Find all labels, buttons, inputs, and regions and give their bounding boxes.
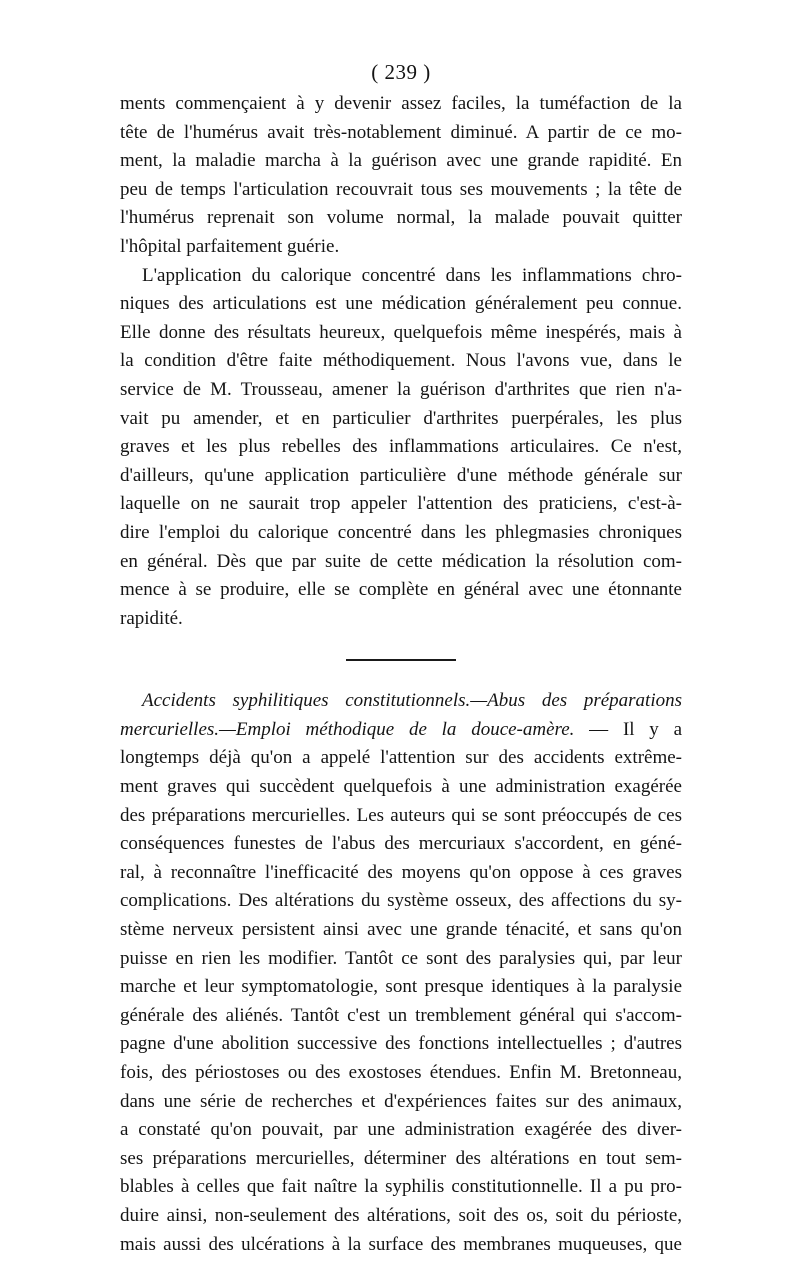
- paragraph-calorique: [120, 262, 682, 634]
- text-line: l'humérus reprenait son volume normal, la malade pouvait quitter: [120, 207, 682, 229]
- text-line: graves et les plus rebelles des inflammations articulaires. Ce n'est,: [120, 436, 682, 458]
- text-line: en général. Dès que par suite de cette médication la résolution com-: [120, 550, 682, 572]
- section-heading: Accidents syphilitiques constitutionnels.—Abus des préparations: [142, 690, 682, 712]
- text-line: mence à se produire, elle se complète en général avec une étonnante: [120, 579, 682, 601]
- text-line: conséquences funestes de l'abus des mercuriaux s'accordent, en géné-: [120, 833, 682, 855]
- text-line: niques des articulations est une médication généralement peu connue.: [120, 293, 682, 315]
- book-page: [120, 58, 682, 1259]
- section-heading-continuation: [120, 716, 682, 745]
- text-line: blables à celles que fait naître la syphilis constitutionnelle. Il a pu pro-: [120, 1176, 682, 1198]
- section-heading-rest: — Il y a: [574, 718, 682, 740]
- text-line: laquelle on ne saurait trop appeler l'attention des praticiens, c'est-à-: [120, 493, 682, 515]
- text-line: ral, à reconnaître l'inefficacité des moyens qu'on oppose à ces graves: [120, 861, 682, 883]
- text-line: rapidité.: [120, 607, 183, 629]
- text-line: mais aussi des ulcérations à la surface des membranes muqueuses, que: [120, 1233, 682, 1255]
- page-number: ( 239 ): [371, 60, 431, 84]
- text-line: l'hôpital parfaitement guérie.: [120, 235, 340, 257]
- text-line: a constaté qu'on pouvait, par une administration exagérée des diver-: [120, 1119, 682, 1141]
- text-line: ment, la maladie marcha à la guérison avec une grande rapidité. En: [120, 150, 682, 172]
- text-line: puisse en rien les modifier. Tantôt ce sont des paralysies qui, par leur: [120, 947, 682, 969]
- section-heading-italic: mercurielles.—Emploi méthodique de la douce-amère.: [120, 718, 575, 740]
- text-line: longtemps déjà qu'on a appelé l'attention sur des accidents extrême-: [120, 747, 682, 769]
- text-line: pagne d'une abolition successive des fonctions intellectuelles ; d'autres: [120, 1033, 682, 1055]
- text-line: peu de temps l'articulation recouvrait tous ses mouvements ; la tête de: [120, 178, 682, 200]
- text-line: duire ainsi, non-seulement des altérations, soit des os, soit du périoste,: [120, 1204, 682, 1226]
- text-line: d'ailleurs, qu'une application particulière d'une méthode générale sur: [120, 464, 682, 486]
- text-line: marche et leur symptomatologie, sont presque identiques à la paralysie: [120, 976, 682, 998]
- text-line: tête de l'humérus avait très-notablement diminué. A partir de ce mo-: [120, 121, 682, 143]
- text-line: L'application du calorique concentré dans les inflammations chro-: [142, 264, 682, 286]
- text-line: complications. Des altérations du système osseux, des affections du sy-: [120, 890, 682, 912]
- text-line: générale des aliénés. Tantôt c'est un tremblement général qui s'accom-: [120, 1004, 682, 1026]
- text-line: fois, des périostoses ou des exostoses étendues. Enfin M. Bretonneau,: [120, 1062, 682, 1083]
- text-line: ment graves qui succèdent quelquefois à une administration exagérée: [120, 776, 682, 798]
- text-line: ses préparations mercurielles, déterminer des altérations en tout sem-: [120, 1147, 682, 1169]
- section-accidents-syphilitiques: [120, 687, 682, 1259]
- text-line: Elle donne des résultats heureux, quelquefois même inespérés, mais à: [120, 321, 682, 343]
- text-line: la condition d'être faite méthodiquement. Nous l'avons vue, dans le: [120, 350, 682, 372]
- text-line: dire l'emploi du calorique concentré dans les phlegmasies chroniques: [120, 521, 682, 543]
- text-line: vait pu amender, et en particulier d'arthrites puerpérales, les plus: [120, 407, 682, 429]
- text-line: ments commençaient à y devenir assez faciles, la tuméfaction de la: [120, 93, 682, 114]
- text-line: des préparations mercurielles. Les auteurs qui se sont préoccupés de ces: [120, 804, 682, 826]
- text-line: service de M. Trousseau, amener la guérison d'arthrites que rien n'a-: [120, 378, 682, 400]
- text-line: stème nerveux persistent ainsi avec une grande ténacité, et sans qu'on: [120, 919, 682, 941]
- paragraph-continuation: [120, 90, 682, 262]
- text-line: dans une série de recherches et d'expériences faites sur des animaux,: [120, 1090, 682, 1112]
- section-separator-rule: [346, 659, 456, 661]
